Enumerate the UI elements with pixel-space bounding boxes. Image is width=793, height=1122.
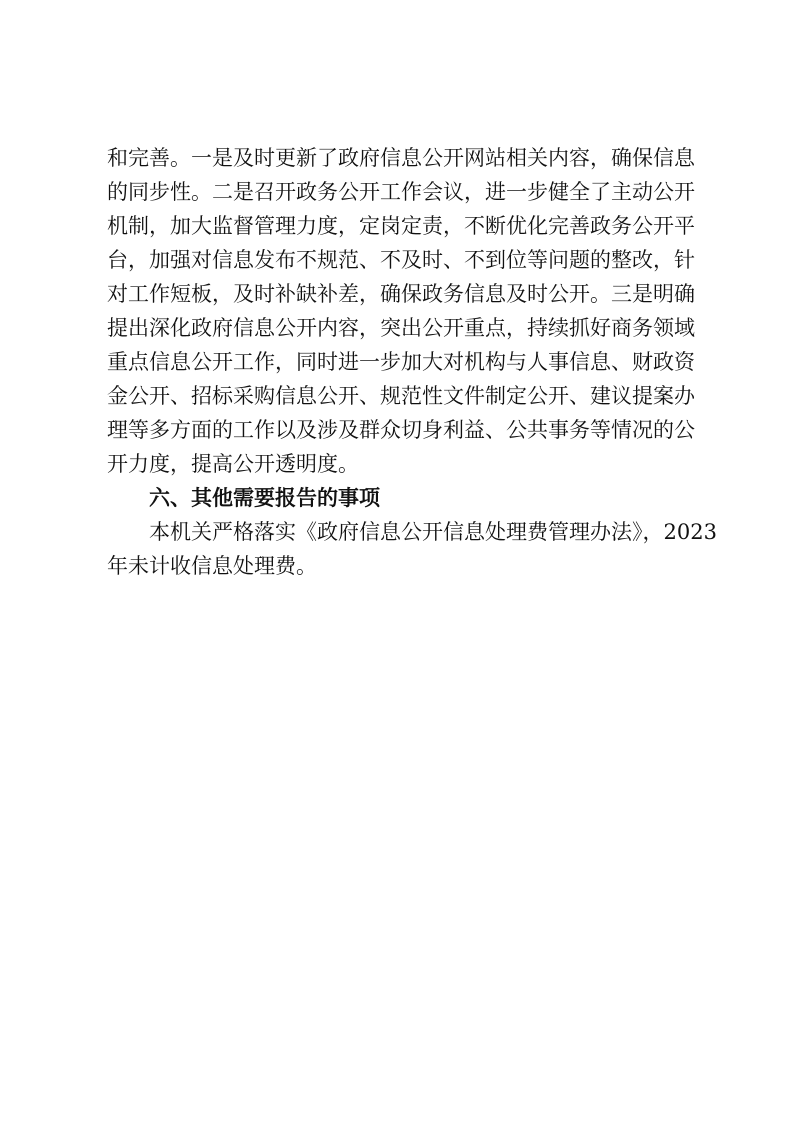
paragraph-line: 机制，加大监督管理力度，定岗定责，不断优化完善政务公开平 <box>107 214 695 238</box>
paragraph-transparency-measures <box>107 141 695 481</box>
paragraph-line: 和完善。一是及时更新了政府信息公开网站相关内容，确保信息 <box>107 146 695 170</box>
paragraph-line: 理等多方面的工作以及涉及群众切身利益、公共事务等情况的公 <box>107 418 695 442</box>
paragraph-fee-statement <box>107 515 717 583</box>
document-page <box>107 141 717 583</box>
paragraph-line: 的同步性。二是召开政务公开工作会议，进一步健全了主动公开 <box>107 180 695 204</box>
paragraph-line: 提出深化政府信息公开内容，突出公开重点，持续抓好商务领域 <box>107 316 695 340</box>
paragraph-line: 对工作短板，及时补缺补差，确保政务信息及时公开。三是明确 <box>107 282 695 306</box>
section-heading-other-matters: 六、其他需要报告的事项 <box>149 486 380 510</box>
paragraph-line: 本机关严格落实《政府信息公开信息处理费管理办法》，2023 <box>149 520 717 544</box>
paragraph-line: 台，加强对信息发布不规范、不及时、不到位等问题的整改，针 <box>107 248 695 272</box>
paragraph-line: 年未计收信息处理费。 <box>107 554 317 578</box>
paragraph-line: 重点信息公开工作，同时进一步加大对机构与人事信息、财政资 <box>107 350 695 374</box>
paragraph-line: 开力度，提高公开透明度。 <box>107 452 359 476</box>
paragraph-line: 金公开、招标采购信息公开、规范性文件制定公开、建议提案办 <box>107 384 695 408</box>
